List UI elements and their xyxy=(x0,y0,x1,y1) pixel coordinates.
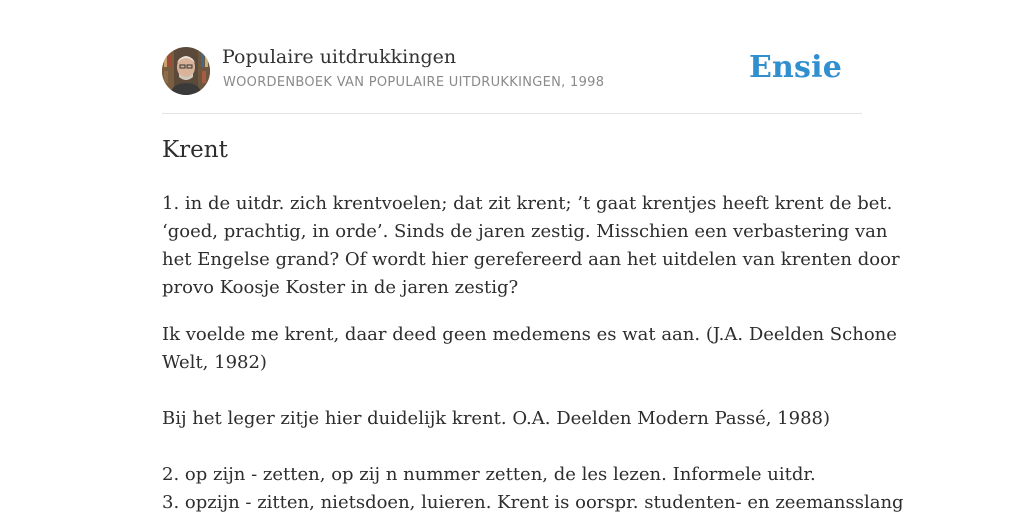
quote-line: Welt, 1982) xyxy=(162,352,267,373)
quote-line: Ik voelde me krent, daar deed geen medemens es wat aan. (J.A. Deelden Schone xyxy=(162,324,897,345)
quote-line: Bij het leger zitje hier duidelijk krent. O.A. Deelden Modern Passé, 1988) xyxy=(162,408,831,429)
author-portrait-icon xyxy=(162,47,210,95)
source-title[interactable]: Populaire uitdrukkingen xyxy=(222,46,457,68)
entry-body xyxy=(162,190,904,512)
entry-title: Krent xyxy=(162,137,228,163)
avatar[interactable] xyxy=(162,47,210,95)
spacer xyxy=(162,433,867,461)
text-line: 1. in de uitdr. zich krentvoelen; dat zit krent; ’t gaat krentjes heeft krent de bet. xyxy=(162,193,893,214)
source-subtitle: WOORDENBOEK VAN POPULAIRE UITDRUKKINGEN, 1998 xyxy=(223,75,605,90)
text-line: provo Koosje Koster in de jaren zestig? xyxy=(162,277,519,298)
text-line: het Engelse grand? Of wordt hier gerefereerd aan het uitdelen van krenten door xyxy=(162,249,900,270)
definition-paragraph xyxy=(162,190,900,302)
sense-line: 3. opzijn - zitten, nietsdoen, luieren. Krent is oorspr. studenten- en zeemansslang xyxy=(162,492,904,512)
header-divider xyxy=(162,113,862,114)
source-header xyxy=(162,46,862,96)
text-line: ‘goed, prachtig, in orde’. Sinds de jaren zestig. Misschien een verbastering van xyxy=(162,221,888,242)
spacer xyxy=(162,377,867,405)
ensie-logo[interactable]: Ensie xyxy=(748,50,842,85)
example-paragraph xyxy=(162,321,904,512)
sense-line: 2. op zijn - zetten, op zij n nummer zetten, de les lezen. Informele uitdr. xyxy=(162,464,816,485)
